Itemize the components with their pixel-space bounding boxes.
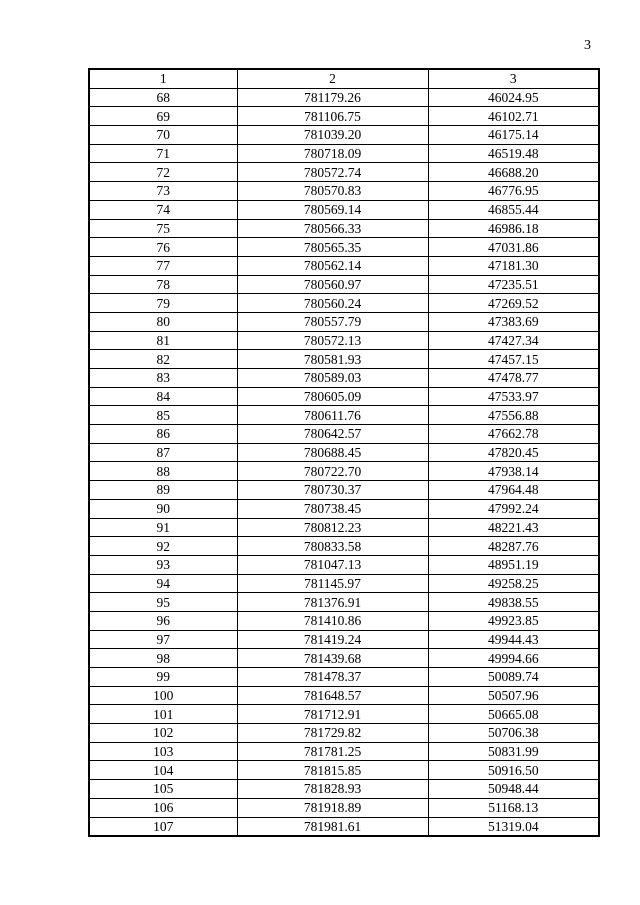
table-row [89, 107, 599, 126]
table-row [89, 369, 599, 388]
x-coordinate-cell: 781410.86 [237, 611, 428, 630]
point-number-cell: 77 [89, 256, 237, 275]
y-coordinate-cell: 46776.95 [428, 182, 599, 201]
table-row [89, 649, 599, 668]
point-number-cell: 98 [89, 649, 237, 668]
page-number: 3 [584, 38, 591, 53]
y-coordinate-cell: 50089.74 [428, 668, 599, 687]
point-number-cell: 95 [89, 593, 237, 612]
x-coordinate-cell: 780589.03 [237, 369, 428, 388]
x-coordinate-cell: 781419.24 [237, 630, 428, 649]
y-coordinate-cell: 47427.34 [428, 331, 599, 350]
x-coordinate-cell: 780833.58 [237, 537, 428, 556]
table-row [89, 275, 599, 294]
point-number-cell: 84 [89, 387, 237, 406]
point-number-cell: 99 [89, 668, 237, 687]
x-coordinate-cell: 780569.14 [237, 200, 428, 219]
y-coordinate-cell: 47556.88 [428, 406, 599, 425]
x-coordinate-cell: 781828.93 [237, 780, 428, 799]
x-coordinate-cell: 780722.70 [237, 462, 428, 481]
y-coordinate-cell: 47269.52 [428, 294, 599, 313]
point-number-cell: 100 [89, 686, 237, 705]
point-number-cell: 71 [89, 144, 237, 163]
x-coordinate-cell: 780560.24 [237, 294, 428, 313]
point-number-cell: 92 [89, 537, 237, 556]
table-row [89, 294, 599, 313]
y-coordinate-cell: 47031.86 [428, 238, 599, 257]
x-coordinate-cell: 780570.83 [237, 182, 428, 201]
y-coordinate-cell: 46519.48 [428, 144, 599, 163]
table-row [89, 182, 599, 201]
point-number-cell: 80 [89, 312, 237, 331]
y-coordinate-cell: 47964.48 [428, 481, 599, 500]
x-coordinate-cell: 780812.23 [237, 518, 428, 537]
table-row [89, 406, 599, 425]
y-coordinate-cell: 51319.04 [428, 817, 599, 836]
point-number-cell: 83 [89, 369, 237, 388]
x-coordinate-cell: 781981.61 [237, 817, 428, 836]
y-coordinate-cell: 50507.96 [428, 686, 599, 705]
x-coordinate-cell: 780566.33 [237, 219, 428, 238]
y-coordinate-cell: 49923.85 [428, 611, 599, 630]
y-coordinate-cell: 46986.18 [428, 219, 599, 238]
column-header-2: 2 [237, 69, 428, 88]
table-row [89, 443, 599, 462]
y-coordinate-cell: 47820.45 [428, 443, 599, 462]
point-number-cell: 86 [89, 425, 237, 444]
x-coordinate-cell: 781047.13 [237, 555, 428, 574]
table-row [89, 780, 599, 799]
x-coordinate-cell: 781918.89 [237, 798, 428, 817]
point-number-cell: 87 [89, 443, 237, 462]
x-coordinate-cell: 781648.57 [237, 686, 428, 705]
table-body [89, 88, 599, 836]
header-row [89, 69, 599, 88]
y-coordinate-cell: 49944.43 [428, 630, 599, 649]
point-number-cell: 93 [89, 555, 237, 574]
x-coordinate-cell: 780605.09 [237, 387, 428, 406]
x-coordinate-cell: 781815.85 [237, 761, 428, 780]
column-header-1: 1 [89, 69, 237, 88]
x-coordinate-cell: 780738.45 [237, 499, 428, 518]
table-row [89, 200, 599, 219]
table-row [89, 593, 599, 612]
table-row [89, 387, 599, 406]
point-number-cell: 103 [89, 742, 237, 761]
y-coordinate-cell: 47181.30 [428, 256, 599, 275]
point-number-cell: 75 [89, 219, 237, 238]
x-coordinate-cell: 781106.75 [237, 107, 428, 126]
y-coordinate-cell: 48221.43 [428, 518, 599, 537]
table-row [89, 686, 599, 705]
table-row [89, 705, 599, 724]
x-coordinate-cell: 780565.35 [237, 238, 428, 257]
x-coordinate-cell: 780572.74 [237, 163, 428, 182]
point-number-cell: 68 [89, 88, 237, 107]
x-coordinate-cell: 780562.14 [237, 256, 428, 275]
table-row [89, 630, 599, 649]
table-row [89, 331, 599, 350]
x-coordinate-cell: 780557.79 [237, 312, 428, 331]
y-coordinate-cell: 46102.71 [428, 107, 599, 126]
point-number-cell: 102 [89, 724, 237, 743]
x-coordinate-cell: 780611.76 [237, 406, 428, 425]
y-coordinate-cell: 47662.78 [428, 425, 599, 444]
x-coordinate-cell: 781712.91 [237, 705, 428, 724]
point-number-cell: 101 [89, 705, 237, 724]
x-coordinate-cell: 781478.37 [237, 668, 428, 687]
point-number-cell: 91 [89, 518, 237, 537]
y-coordinate-cell: 46024.95 [428, 88, 599, 107]
point-number-cell: 79 [89, 294, 237, 313]
table-row [89, 88, 599, 107]
y-coordinate-cell: 47938.14 [428, 462, 599, 481]
point-number-cell: 73 [89, 182, 237, 201]
table-row [89, 144, 599, 163]
x-coordinate-cell: 780688.45 [237, 443, 428, 462]
table-row [89, 499, 599, 518]
table-header [89, 69, 599, 88]
point-number-cell: 81 [89, 331, 237, 350]
y-coordinate-cell: 48951.19 [428, 555, 599, 574]
point-number-cell: 74 [89, 200, 237, 219]
y-coordinate-cell: 47457.15 [428, 350, 599, 369]
y-coordinate-cell: 47992.24 [428, 499, 599, 518]
x-coordinate-cell: 781179.26 [237, 88, 428, 107]
table-row [89, 724, 599, 743]
point-number-cell: 85 [89, 406, 237, 425]
point-number-cell: 90 [89, 499, 237, 518]
table-row [89, 256, 599, 275]
x-coordinate-cell: 780572.13 [237, 331, 428, 350]
point-number-cell: 88 [89, 462, 237, 481]
y-coordinate-cell: 47383.69 [428, 312, 599, 331]
table-row [89, 742, 599, 761]
x-coordinate-cell: 781729.82 [237, 724, 428, 743]
point-number-cell: 89 [89, 481, 237, 500]
y-coordinate-cell: 50665.08 [428, 705, 599, 724]
table-row [89, 126, 599, 145]
table-row [89, 312, 599, 331]
y-coordinate-cell: 48287.76 [428, 537, 599, 556]
point-number-cell: 70 [89, 126, 237, 145]
table-row [89, 163, 599, 182]
table-row [89, 425, 599, 444]
y-coordinate-cell: 47533.97 [428, 387, 599, 406]
x-coordinate-cell: 781376.91 [237, 593, 428, 612]
table-row [89, 817, 599, 836]
x-coordinate-cell: 780642.57 [237, 425, 428, 444]
x-coordinate-cell: 781439.68 [237, 649, 428, 668]
y-coordinate-cell: 50706.38 [428, 724, 599, 743]
table-row [89, 537, 599, 556]
x-coordinate-cell: 781145.97 [237, 574, 428, 593]
y-coordinate-cell: 50916.50 [428, 761, 599, 780]
point-number-cell: 94 [89, 574, 237, 593]
point-number-cell: 72 [89, 163, 237, 182]
point-number-cell: 96 [89, 611, 237, 630]
y-coordinate-cell: 50948.44 [428, 780, 599, 799]
table-row [89, 238, 599, 257]
x-coordinate-cell: 780560.97 [237, 275, 428, 294]
x-coordinate-cell: 780581.93 [237, 350, 428, 369]
point-number-cell: 105 [89, 780, 237, 799]
y-coordinate-cell: 49258.25 [428, 574, 599, 593]
table-row [89, 518, 599, 537]
x-coordinate-cell: 780718.09 [237, 144, 428, 163]
point-number-cell: 97 [89, 630, 237, 649]
table-row [89, 761, 599, 780]
x-coordinate-cell: 781039.20 [237, 126, 428, 145]
table-row [89, 611, 599, 630]
table-row [89, 481, 599, 500]
y-coordinate-cell: 49838.55 [428, 593, 599, 612]
point-number-cell: 82 [89, 350, 237, 369]
table-row [89, 574, 599, 593]
point-number-cell: 104 [89, 761, 237, 780]
point-number-cell: 107 [89, 817, 237, 836]
y-coordinate-cell: 50831.99 [428, 742, 599, 761]
y-coordinate-cell: 46855.44 [428, 200, 599, 219]
y-coordinate-cell: 51168.13 [428, 798, 599, 817]
x-coordinate-cell: 781781.25 [237, 742, 428, 761]
y-coordinate-cell: 46175.14 [428, 126, 599, 145]
y-coordinate-cell: 49994.66 [428, 649, 599, 668]
y-coordinate-cell: 46688.20 [428, 163, 599, 182]
y-coordinate-cell: 47478.77 [428, 369, 599, 388]
table-row [89, 798, 599, 817]
point-number-cell: 69 [89, 107, 237, 126]
coordinates-table [88, 68, 600, 837]
table-row [89, 462, 599, 481]
point-number-cell: 76 [89, 238, 237, 257]
table-row [89, 555, 599, 574]
column-header-3: 3 [428, 69, 599, 88]
x-coordinate-cell: 780730.37 [237, 481, 428, 500]
y-coordinate-cell: 47235.51 [428, 275, 599, 294]
table-row [89, 219, 599, 238]
table-row [89, 668, 599, 687]
point-number-cell: 78 [89, 275, 237, 294]
point-number-cell: 106 [89, 798, 237, 817]
table-row [89, 350, 599, 369]
